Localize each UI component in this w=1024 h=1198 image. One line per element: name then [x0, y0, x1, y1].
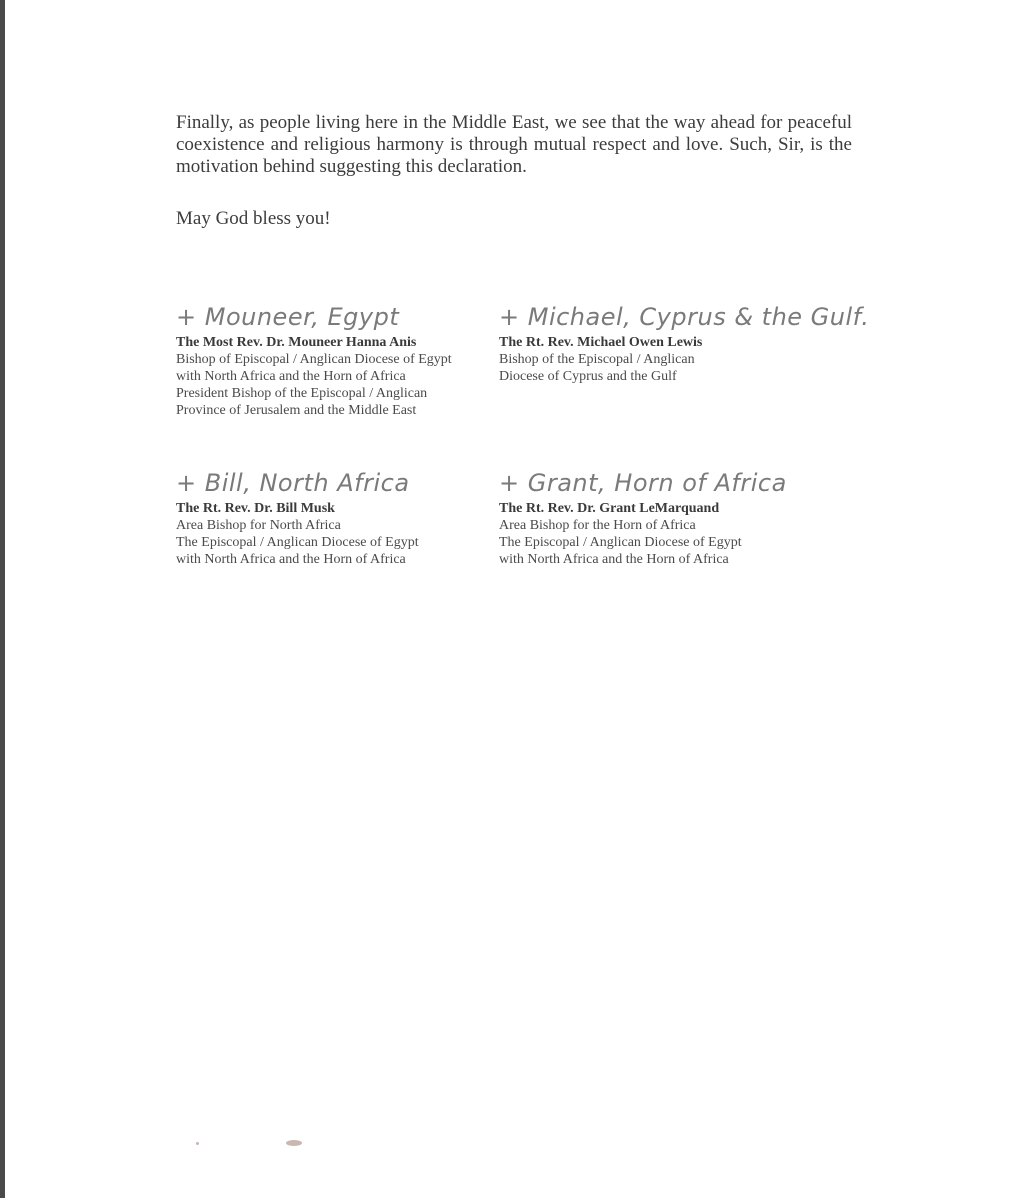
handwritten-signature: + Bill, North Africa	[176, 469, 410, 497]
signatory-title-line: Bishop of the Episcopal / Anglican	[499, 352, 695, 367]
letter-body	[176, 112, 852, 230]
handwritten-signature: + Mouneer, Egypt	[176, 303, 400, 331]
signatory-bill	[176, 466, 496, 568]
signatory-name: The Rt. Rev. Dr. Bill Musk	[176, 501, 335, 516]
closing-paragraph: Finally, as people living here in the Middle East, we see that the way ahead for peaceful coexistence and religious harmony is through mutual respect and love. Such, Sir, is the motivation behind suggesting this declaration.	[176, 112, 852, 177]
signatory-name: The Rt. Rev. Dr. Grant LeMarquand	[499, 501, 720, 516]
signatory-title-line: Area Bishop for the Horn of Africa	[499, 518, 696, 533]
signatory-mouneer	[176, 300, 496, 419]
signatory-name: The Most Rev. Dr. Mouneer Hanna Anis	[176, 335, 417, 350]
signatory-title-line: Province of Jerusalem and the Middle East	[176, 403, 417, 418]
blessing-line: May God bless you!	[176, 208, 331, 229]
signatory-title-line: The Episcopal / Anglican Diocese of Egypt	[499, 535, 742, 550]
signatory-title-line: with North Africa and the Horn of Africa	[176, 552, 406, 567]
signatory-title-line: with North Africa and the Horn of Africa	[176, 369, 406, 384]
signatory-title-line: Diocese of Cyprus and the Gulf	[499, 369, 677, 384]
signatory-title-line: Area Bishop for North Africa	[176, 518, 341, 533]
signatory-title-line: President Bishop of the Episcopal / Anglican	[176, 386, 428, 401]
paper-speck	[286, 1140, 302, 1146]
handwritten-signature: + Grant, Horn of Africa	[499, 469, 787, 497]
signatory-title-line: The Episcopal / Anglican Diocese of Egypt	[176, 535, 419, 550]
signatory-name: The Rt. Rev. Michael Owen Lewis	[499, 335, 703, 350]
signatory-grant	[499, 466, 819, 568]
signatory-title-line: Bishop of Episcopal / Anglican Diocese of Egypt	[176, 352, 452, 367]
signatory-michael	[499, 300, 870, 385]
paper-speck	[196, 1142, 199, 1145]
signatory-title-line: with North Africa and the Horn of Africa	[499, 552, 729, 567]
page-left-border	[0, 0, 5, 1198]
handwritten-signature: + Michael, Cyprus & the Gulf.	[499, 303, 870, 331]
